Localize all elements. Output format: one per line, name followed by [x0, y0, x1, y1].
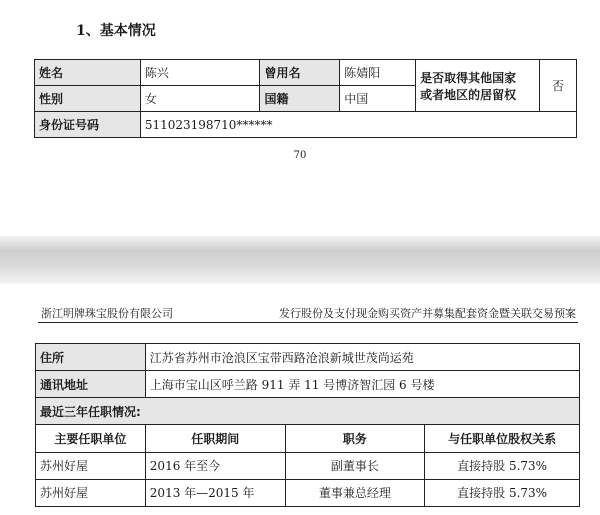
residence-value: 江苏省苏州市沧浪区宝带西路沧浪新城世茂尚运苑 — [145, 344, 579, 371]
column-header: 职务 — [285, 425, 425, 452]
contact-employment-table — [35, 343, 580, 507]
nationality-label: 国籍 — [260, 86, 340, 112]
residence-label: 住所 — [36, 344, 146, 371]
id-value: 511023198710****** — [140, 112, 576, 138]
gender-value: 女 — [140, 86, 260, 112]
page-upper — [0, 0, 600, 236]
column-header: 任职期间 — [145, 425, 285, 452]
residency-label-line-2: 或者地区的居留权 — [420, 87, 517, 102]
residency-label-line-1: 是否取得其他国家 — [420, 70, 517, 85]
equity-cell: 直接持股 5.73% — [425, 452, 580, 479]
residency-value: 否 — [540, 60, 577, 112]
former-name-label: 曾用名 — [260, 60, 340, 86]
former-name-value: 陈婧阳 — [340, 60, 416, 86]
page-number: 70 — [293, 150, 307, 161]
name-label: 姓名 — [35, 60, 141, 86]
address-value: 上海市宝山区呼兰路 911 弄 11 号博济智汇园 6 号楼 — [145, 371, 579, 398]
section-title: 1、基本情况 — [76, 23, 156, 39]
period-cell: 2016 年至今 — [145, 452, 285, 479]
page-break — [0, 236, 600, 284]
column-header: 主要任职单位 — [36, 425, 146, 452]
equity-cell: 直接持股 5.73% — [425, 479, 580, 506]
name-value: 陈兴 — [140, 60, 260, 86]
gender-label: 性别 — [35, 86, 141, 112]
header-document-title: 发行股份及支付现金购买资产并募集配套资金暨关联交易预案 — [279, 307, 576, 320]
table-header-row — [36, 425, 580, 452]
table-row — [35, 112, 577, 138]
column-header: 与任职单位股权关系 — [425, 425, 580, 452]
employer-cell: 苏州好屋 — [36, 479, 146, 506]
header-company: 浙江明牌珠宝股份有限公司 — [41, 307, 173, 320]
residency-label — [416, 60, 540, 112]
table-row — [35, 60, 577, 86]
address-label: 通讯地址 — [36, 371, 146, 398]
position-cell: 董事兼总经理 — [285, 479, 425, 506]
basic-info-table — [34, 59, 577, 138]
employer-cell: 苏州好屋 — [36, 452, 146, 479]
table-row — [36, 398, 580, 425]
recent-employment-label: 最近三年任职情况: — [36, 398, 580, 425]
table-row — [36, 479, 580, 506]
header-divider — [38, 322, 578, 323]
position-cell: 副董事长 — [285, 452, 425, 479]
nationality-value: 中国 — [340, 86, 416, 112]
table-row — [36, 452, 580, 479]
id-label: 身份证号码 — [35, 112, 141, 138]
table-row — [36, 344, 580, 371]
table-row — [36, 371, 580, 398]
period-cell: 2013 年—2015 年 — [145, 479, 285, 506]
